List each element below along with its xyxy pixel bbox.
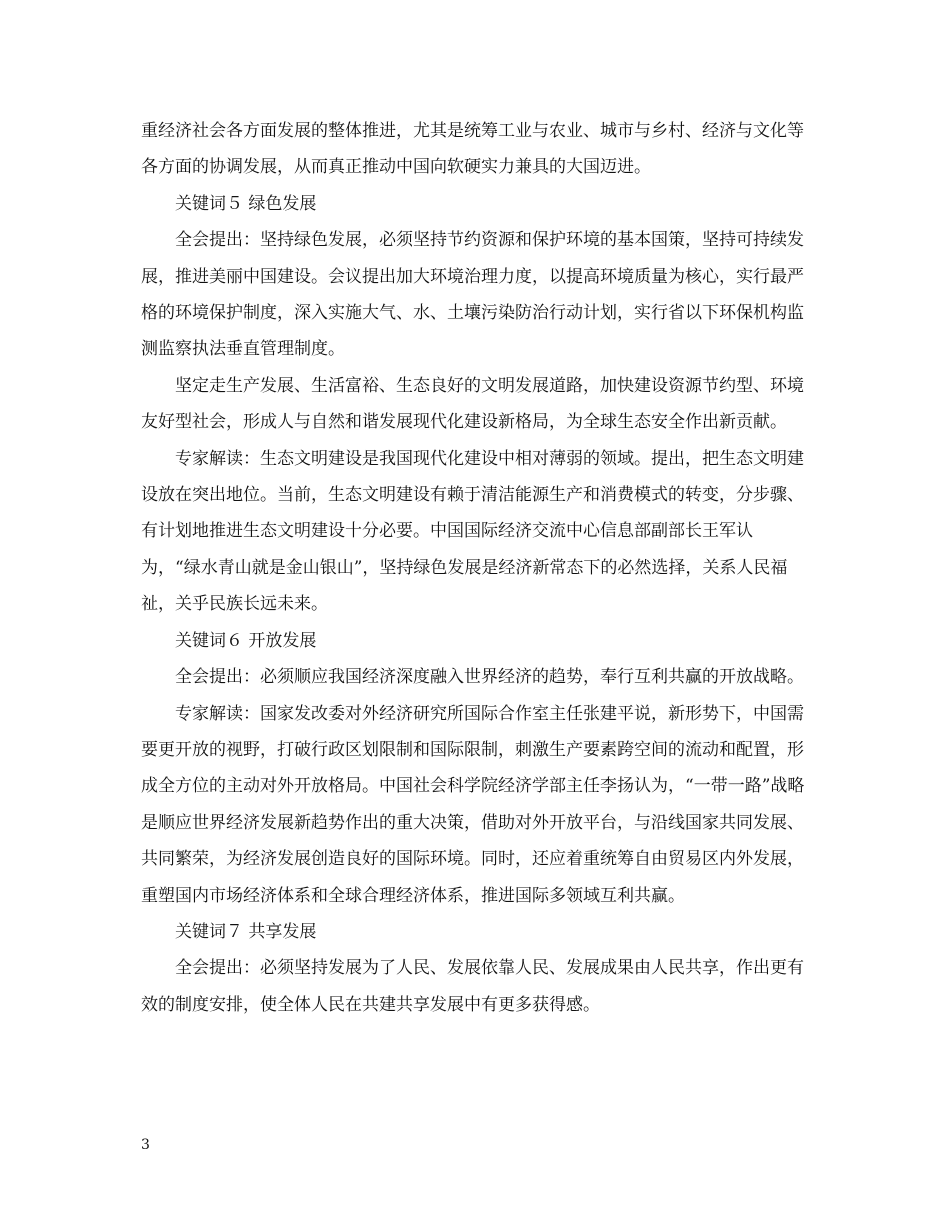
paragraph-shared-plenum: 全会提出：必须坚持发展为了人民、发展依靠人民、发展成果由人民共享，作出更有效的制度安排，使全体人民在共建共享发展中有更多获得感。 bbox=[141, 958, 804, 1015]
keyword-heading-6: 关键词６ 开放发展 bbox=[175, 630, 317, 651]
keyword-heading-7: 关键词７ 共享发展 bbox=[175, 921, 317, 942]
page-number: 3 bbox=[141, 1137, 150, 1153]
paragraph-continuation: 重经济社会各方面发展的整体推进，尤其是统筹工业与农业、城市与乡村、经济与文化等各方面的协调发展，从而真正推动中国向软硬实力兼具的大国迈进。 bbox=[141, 121, 804, 178]
paragraph-open-expert: 专家解读：国家发改委对外经济研究所国际合作室主任张建平说，新形势下，中国需要更开放的视野，打破行政区划限制和国际限制，刺激生产要素跨空间的流动和配置，形成全方位的主动对外开放格局。中国社会科学院经济学部主任李扬认为，“一带一路”战略是顺应世界经济发展新趋势作出的重大决策，借助对外开放平台，与沿线国家共同发展、共同繁荣，为经济发展创造良好的国际环境。同时，还应着重统筹自由贸易区内外发展，重塑国内市场经济体系和全球合理经济体系，推进国际多领域互利共赢。 bbox=[141, 703, 805, 906]
paragraph-green-path: 坚定走生产发展、生活富裕、生态良好的文明发展道路，加快建设资源节约型、环境友好型社会，形成人与自然和谐发展现代化建设新格局，为全球生态安全作出新贡献。 bbox=[141, 375, 804, 433]
keyword-heading-5: 关键词５ 绿色发展 bbox=[175, 193, 317, 214]
document-body bbox=[141, 113, 811, 1023]
paragraph-green-plenum: 全会提出：坚持绿色发展，必须坚持节约资源和保护环境的基本国策，坚持可持续发展，推进美丽中国建设。会议提出加大环境治理力度，以提高环境质量为核心，实行最严格的环境保护制度，深入实施大气、水、土壤污染防治行动计划，实行省以下环保机构监测监察执法垂直管理制度。 bbox=[141, 230, 804, 360]
paragraph-open-plenum: 全会提出：必须顺应我国经济深度融入世界经济的趋势，奉行互利共赢的开放战略。 bbox=[175, 667, 804, 688]
paragraph-green-expert: 专家解读：生态文明建设是我国现代化建设中相对薄弱的领域。提出，把生态文明建设放在突出地位。当前，生态文明建设有赖于清洁能源生产和消费模式的转变，分步骤、有计划地推进生态文明建设十分必要。中国国际经济交流中心信息部副部长王军认为，“绿水青山就是金山银山”，坚持绿色发展是经济新常态下的必然选择，关系人民福祉，关乎民族长远未来。 bbox=[141, 448, 804, 615]
